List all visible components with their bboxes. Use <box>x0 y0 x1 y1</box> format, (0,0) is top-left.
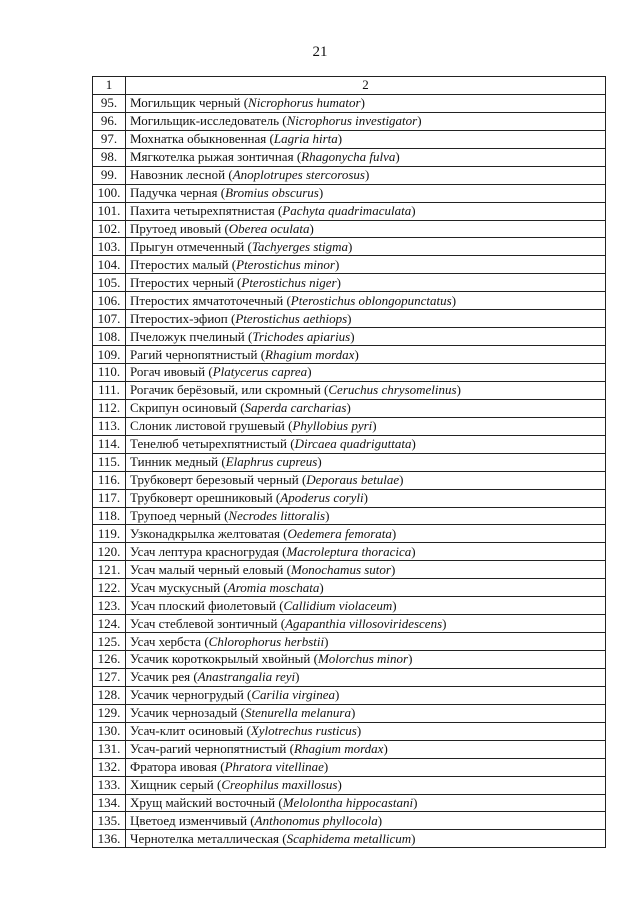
species-cell: Усач малый черный еловый (Monochamus sutor) <box>126 561 606 579</box>
species-common-name: Хрущ майский восточный <box>130 794 276 810</box>
species-latin-name: Pterostichus oblongopunctatus <box>290 292 452 308</box>
species-common-name: Прутоед ивовый <box>130 220 222 236</box>
species-latin-name: Rhagium mordax <box>294 741 384 757</box>
species-cell: Рогач ивовый (Platycerus caprea) <box>126 364 606 382</box>
table-row <box>93 830 606 848</box>
species-cell: Навозник лесной (Anoplotrupes stercorosus) <box>126 166 606 184</box>
species-latin-name: Pachyta quadrimaculata <box>282 203 412 219</box>
species-cell: Усач стеблевой зонтичный (Agapanthia villosoviridescens) <box>126 615 606 633</box>
species-common-name: Чернотелка металлическая <box>130 830 280 846</box>
species-common-name: Птеростих малый <box>130 256 229 272</box>
species-cell: Птеростих-эфиоп (Pterostichus aethiops) <box>126 310 606 328</box>
species-common-name: Пчеложук пчелиный <box>130 328 245 344</box>
species-cell: Хрущ майский восточный (Melolontha hippocastani) <box>126 794 606 812</box>
species-cell: Чернотелка металлическая (Scaphidema metallicum) <box>126 830 606 848</box>
table-row <box>93 274 606 292</box>
species-latin-name: Pterostichus niger <box>241 274 337 290</box>
species-latin-name: Anastrangalia reyi <box>197 669 296 685</box>
species-latin-name: Monochamus sutor <box>290 561 391 577</box>
row-number: 134. <box>93 794 126 812</box>
species-common-name: Цветоед изменчивый <box>130 812 248 828</box>
species-common-name: Рагий чернопятнистый <box>130 346 258 362</box>
species-latin-name: Deporaus betulae <box>306 472 400 488</box>
table-row <box>93 489 606 507</box>
species-latin-name: Pterostichus aethiops <box>235 310 348 326</box>
species-common-name: Хищник серый <box>130 777 214 793</box>
table-row <box>93 615 606 633</box>
species-latin-name: Molorchus minor <box>317 651 409 667</box>
species-latin-name: Rhagonycha fulva <box>301 149 396 165</box>
species-common-name: Навозник лесной <box>130 167 226 183</box>
species-cell: Усачик чернозадый (Stenurella melanura) <box>126 704 606 722</box>
table-row <box>93 220 606 238</box>
species-latin-name: Macroleptura thoracica <box>286 543 412 559</box>
table-row <box>93 668 606 686</box>
species-common-name: Птеростих черный <box>130 274 234 290</box>
species-cell: Могильщик-исследователь (Nicrophorus investigator) <box>126 112 606 130</box>
species-common-name: Тинник медный <box>130 454 219 470</box>
species-common-name: Усачик короткокрылый хвойный <box>130 651 311 667</box>
species-latin-name: Oedemera femorata <box>287 525 392 541</box>
table-row <box>93 148 606 166</box>
species-latin-name: Carilia virginea <box>251 687 336 703</box>
row-number: 119. <box>93 525 126 543</box>
species-cell: Цветоед изменчивый (Anthonomus phyllocola) <box>126 812 606 830</box>
species-common-name: Прыгун отмеченный <box>130 238 245 254</box>
species-common-name: Могильщик-исследователь <box>130 113 280 129</box>
species-cell: Прыгун отмеченный (Tachyerges stigma) <box>126 238 606 256</box>
row-number: 120. <box>93 543 126 561</box>
species-common-name: Скрипун осиновый <box>130 400 237 416</box>
species-common-name: Птеростих-эфиоп <box>130 310 228 326</box>
species-common-name: Могильщик черный <box>130 95 241 111</box>
species-latin-name: Scaphidema metallicum <box>286 830 412 846</box>
table-row <box>93 525 606 543</box>
species-cell: Усач плоский фиолетовый (Callidium violaceum) <box>126 597 606 615</box>
header-col-number: 1 <box>93 77 126 95</box>
species-common-name: Усач мускусный <box>130 579 221 595</box>
species-cell: Рагий чернопятнистый (Rhagium mordax) <box>126 346 606 364</box>
species-cell: Птеростих черный (Pterostichus niger) <box>126 274 606 292</box>
species-latin-name: Bromius obscurus <box>225 185 319 201</box>
table-row <box>93 399 606 417</box>
species-common-name: Птеростих ямчатоточечный <box>130 292 284 308</box>
species-latin-name: Platycerus caprea <box>212 364 308 380</box>
row-number: 115. <box>93 453 126 471</box>
species-latin-name: Rhagium mordax <box>265 346 355 362</box>
table-row <box>93 776 606 794</box>
row-number: 127. <box>93 668 126 686</box>
table-row <box>93 130 606 148</box>
species-cell: Усачик короткокрылый хвойный (Molorchus minor) <box>126 651 606 669</box>
species-cell: Усачик черногрудый (Carilia virginea) <box>126 686 606 704</box>
table-row <box>93 292 606 310</box>
species-latin-name: Necrodes littoralis <box>228 507 326 523</box>
row-number: 131. <box>93 740 126 758</box>
species-latin-name: Phratora vitellinae <box>224 759 324 775</box>
row-number: 109. <box>93 346 126 364</box>
species-latin-name: Elaphrus cupreus <box>225 454 318 470</box>
table-row <box>93 543 606 561</box>
row-number: 117. <box>93 489 126 507</box>
species-cell: Птеростих малый (Pterostichus minor) <box>126 256 606 274</box>
species-latin-name: Stenurella melanura <box>244 705 351 721</box>
table-row <box>93 328 606 346</box>
species-cell: Усач лептура красногрудая (Macroleptura thoracica) <box>126 543 606 561</box>
species-latin-name: Callidium violaceum <box>283 597 393 613</box>
species-common-name: Падучка черная <box>130 185 218 201</box>
table-row <box>93 453 606 471</box>
table-row <box>93 507 606 525</box>
species-cell: Слоник листовой грушевый (Phyllobius pyri) <box>126 417 606 435</box>
row-number: 111. <box>93 381 126 399</box>
table-row <box>93 812 606 830</box>
row-number: 125. <box>93 633 126 651</box>
species-latin-name: Oberea oculata <box>228 220 310 236</box>
table-row <box>93 794 606 812</box>
species-cell: Усач-рагий чернопятнистый (Rhagium mordax) <box>126 740 606 758</box>
species-common-name: Усач хербста <box>130 633 202 649</box>
species-common-name: Трубковерт березовый черный <box>130 472 299 488</box>
species-latin-name: Nicrophorus investigator <box>286 113 418 129</box>
table-row <box>93 346 606 364</box>
table-row <box>93 435 606 453</box>
table-row <box>93 740 606 758</box>
species-cell: Мохнатка обыкновенная (Lagria hirta) <box>126 130 606 148</box>
row-number: 121. <box>93 561 126 579</box>
table-row <box>93 256 606 274</box>
species-cell: Пахита четырехпятнистая (Pachyta quadrimaculata) <box>126 202 606 220</box>
species-cell: Усачик рея (Anastrangalia reyi) <box>126 668 606 686</box>
row-number: 104. <box>93 256 126 274</box>
species-common-name: Усачик чернозадый <box>130 705 238 721</box>
row-number: 99. <box>93 166 126 184</box>
row-number: 128. <box>93 686 126 704</box>
species-latin-name: Anthonomus phyllocola <box>254 812 378 828</box>
row-number: 108. <box>93 328 126 346</box>
row-number: 130. <box>93 722 126 740</box>
table-row <box>93 633 606 651</box>
page-number: 21 <box>312 44 328 60</box>
species-cell: Трубковерт березовый черный (Deporaus betulae) <box>126 471 606 489</box>
row-number: 106. <box>93 292 126 310</box>
species-cell: Пчеложук пчелиный (Trichodes apiarius) <box>126 328 606 346</box>
row-number: 107. <box>93 310 126 328</box>
table-row <box>93 686 606 704</box>
species-cell: Фратора ивовая (Phratora vitellinae) <box>126 758 606 776</box>
table-header-row <box>93 77 606 95</box>
row-number: 101. <box>93 202 126 220</box>
species-latin-name: Trichodes apiarius <box>252 328 351 344</box>
table-row <box>93 238 606 256</box>
species-common-name: Усач стеблевой зонтичный <box>130 615 278 631</box>
row-number: 114. <box>93 435 126 453</box>
species-latin-name: Ceruchus chrysomelinus <box>328 382 457 398</box>
species-common-name: Усач плоский фиолетовый <box>130 597 276 613</box>
species-common-name: Фратора ивовая <box>130 759 217 775</box>
row-number: 98. <box>93 148 126 166</box>
species-latin-name: Creophilus maxillosus <box>221 777 338 793</box>
species-cell: Усач хербста (Chlorophorus herbstii) <box>126 633 606 651</box>
species-common-name: Усач малый черный еловый <box>130 561 284 577</box>
species-latin-name: Lagria hirta <box>273 131 338 147</box>
species-cell: Могильщик черный (Nicrophorus humator) <box>126 94 606 112</box>
row-number: 96. <box>93 112 126 130</box>
row-number: 102. <box>93 220 126 238</box>
species-common-name: Усач-клит осиновый <box>130 723 244 739</box>
table-row <box>93 597 606 615</box>
species-cell: Хищник серый (Creophilus maxillosus) <box>126 776 606 794</box>
species-common-name: Усачик черногрудый <box>130 687 244 703</box>
species-table-body <box>93 77 606 848</box>
species-common-name: Усачик рея <box>130 669 191 685</box>
species-cell: Трупоед черный (Necrodes littoralis) <box>126 507 606 525</box>
species-cell: Узконадкрылка желтоватая (Oedemera femorata) <box>126 525 606 543</box>
table-row <box>93 112 606 130</box>
species-latin-name: Xylotrechus rusticus <box>250 723 357 739</box>
species-common-name: Рогачик берёзовый, или скромный <box>130 382 321 398</box>
species-common-name: Усач лептура красногрудая <box>130 543 279 559</box>
table-row <box>93 471 606 489</box>
table-row <box>93 722 606 740</box>
species-latin-name: Melolontha hippocastani <box>282 794 414 810</box>
species-latin-name: Nicrophorus humator <box>248 95 361 111</box>
species-latin-name: Anoplotrupes stercorosus <box>232 167 365 183</box>
species-latin-name: Aromia moschata <box>227 579 320 595</box>
species-cell: Тинник медный (Elaphrus cupreus) <box>126 453 606 471</box>
species-latin-name: Tachyerges stigma <box>251 238 349 254</box>
row-number: 105. <box>93 274 126 292</box>
species-latin-name: Phyllobius pyri <box>292 418 373 434</box>
table-row <box>93 758 606 776</box>
species-latin-name: Apoderus coryli <box>280 490 364 506</box>
species-table <box>92 76 606 848</box>
row-number: 116. <box>93 471 126 489</box>
table-row <box>93 94 606 112</box>
row-number: 133. <box>93 776 126 794</box>
species-common-name: Узконадкрылка желтоватая <box>130 525 280 541</box>
header-col-name: 2 <box>126 77 606 95</box>
row-number: 97. <box>93 130 126 148</box>
species-common-name: Мягкотелка рыжая зонтичная <box>130 149 294 165</box>
species-cell: Скрипун осиновый (Saperda carcharias) <box>126 399 606 417</box>
species-cell: Усач-клит осиновый (Xylotrechus rusticus) <box>126 722 606 740</box>
table-row <box>93 202 606 220</box>
table-row <box>93 166 606 184</box>
table-row <box>93 184 606 202</box>
species-common-name: Трупоед черный <box>130 507 221 523</box>
row-number: 103. <box>93 238 126 256</box>
row-number: 118. <box>93 507 126 525</box>
row-number: 113. <box>93 417 126 435</box>
species-latin-name: Pterostichus minor <box>236 256 335 272</box>
table-row <box>93 651 606 669</box>
species-cell: Прутоед ивовый (Oberea oculata) <box>126 220 606 238</box>
species-latin-name: Dircaea quadriguttata <box>294 436 412 452</box>
species-latin-name: Agapanthia villosoviridescens <box>285 615 443 631</box>
table-row <box>93 381 606 399</box>
species-cell: Падучка черная (Bromius obscurus) <box>126 184 606 202</box>
row-number: 126. <box>93 651 126 669</box>
table-row <box>93 561 606 579</box>
row-number: 100. <box>93 184 126 202</box>
species-cell: Рогачик берёзовый, или скромный (Ceruchus chrysomelinus) <box>126 381 606 399</box>
species-common-name: Усач-рагий чернопятнистый <box>130 741 287 757</box>
species-common-name: Мохнатка обыкновенная <box>130 131 267 147</box>
row-number: 122. <box>93 579 126 597</box>
species-latin-name: Saperda carcharias <box>244 400 347 416</box>
species-cell: Трубковерт орешниковый (Apoderus coryli) <box>126 489 606 507</box>
species-cell: Усач мускусный (Aromia moschata) <box>126 579 606 597</box>
species-common-name: Слоник листовой грушевый <box>130 418 285 434</box>
species-cell: Тенелюб четырехпятнистый (Dircaea quadriguttata) <box>126 435 606 453</box>
table-row <box>93 364 606 382</box>
table-row <box>93 704 606 722</box>
species-common-name: Трубковерт орешниковый <box>130 490 273 506</box>
row-number: 135. <box>93 812 126 830</box>
row-number: 123. <box>93 597 126 615</box>
row-number: 136. <box>93 830 126 848</box>
species-latin-name: Chlorophorus herbstii <box>208 633 325 649</box>
species-common-name: Рогач ивовый <box>130 364 206 380</box>
row-number: 129. <box>93 704 126 722</box>
table-row <box>93 579 606 597</box>
species-common-name: Пахита четырехпятнистая <box>130 203 275 219</box>
row-number: 124. <box>93 615 126 633</box>
row-number: 110. <box>93 364 126 382</box>
species-cell: Мягкотелка рыжая зонтичная (Rhagonycha fulva) <box>126 148 606 166</box>
species-cell: Птеростих ямчатоточечный (Pterostichus oblongopunctatus) <box>126 292 606 310</box>
row-number: 112. <box>93 399 126 417</box>
row-number: 95. <box>93 94 126 112</box>
row-number: 132. <box>93 758 126 776</box>
species-common-name: Тенелюб четырехпятнистый <box>130 436 288 452</box>
table-row <box>93 310 606 328</box>
table-row <box>93 417 606 435</box>
